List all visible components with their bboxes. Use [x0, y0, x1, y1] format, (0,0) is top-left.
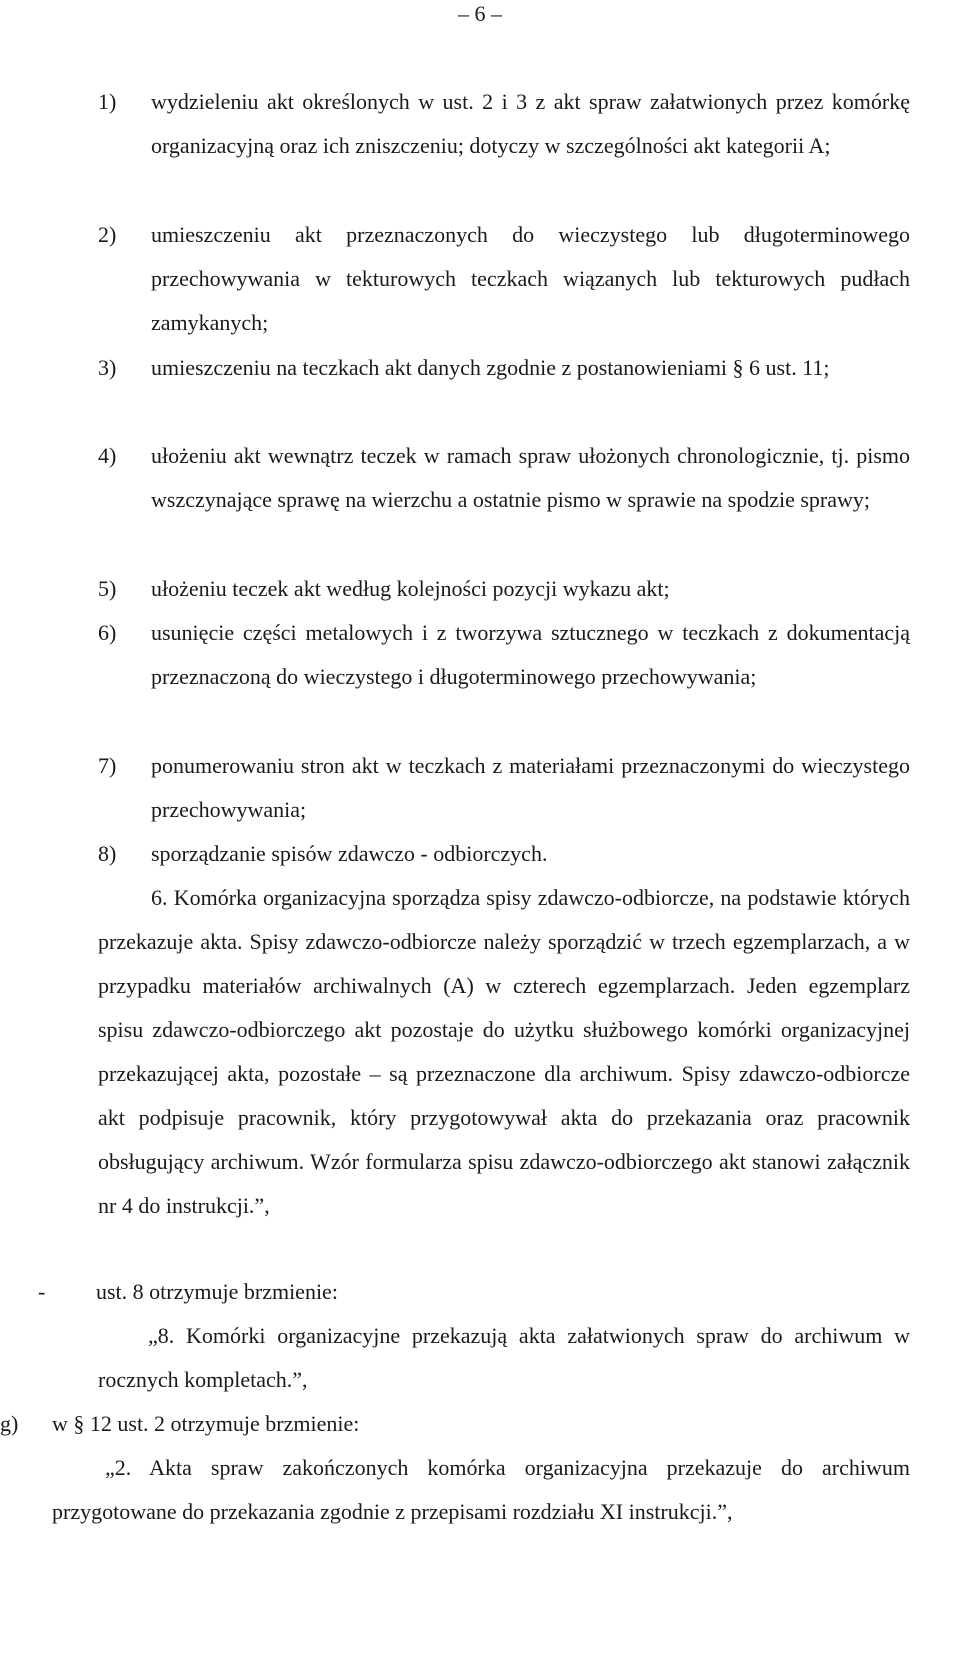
list-item-text: umieszczeniu na teczkach akt danych zgodnie z postanowieniami § 6 ust. 11;	[151, 355, 830, 380]
list-item-number: 7)	[98, 753, 117, 778]
list-item-8	[98, 832, 910, 876]
list-item-text: umieszczeniu akt przeznaczonych do wieczystego lub długoterminowego przechowywania w tekturowych teczkach wiązanych lub tekturowych pudłach zamykanych;	[151, 222, 910, 335]
list-item-text: ułożeniu akt wewnątrz teczek w ramach spraw ułożonych chronologicznie, tj. pismo wszczynające sprawę na wierzchu a ostatnie pismo w sprawie na spodzie sprawy;	[151, 443, 910, 512]
list-item-3	[98, 346, 910, 390]
amendment-text: ust. 8 otrzymuje brzmienie:	[96, 1279, 338, 1304]
list-item-4	[98, 434, 910, 522]
page-number: – 6 –	[458, 1, 502, 26]
list-item-6	[98, 611, 910, 699]
list-item-text: ułożeniu teczek akt według kolejności pozycji wykazu akt;	[151, 576, 670, 601]
quote-paragraph-8: „8. Komórki organizacyjne przekazują akta załatwionych spraw do archiwum w rocznych kompletach.”,	[98, 1323, 910, 1392]
list-item-number: 8)	[98, 841, 117, 866]
dash-marker: -	[38, 1279, 46, 1304]
amendment-text: w § 12 ust. 2 otrzymuje brzmienie:	[52, 1411, 360, 1436]
list-item-number: 6)	[98, 620, 117, 645]
amendment-label: g)	[0, 1411, 19, 1436]
list-item-number: 3)	[98, 355, 117, 380]
list-item-number: 2)	[98, 222, 117, 247]
list-item-text: wydzieleniu akt określonych w ust. 2 i 3 z akt spraw załatwionych przez komórkę organizacyjną oraz ich zniszczeniu; dotyczy w szczególności akt kategorii A;	[151, 89, 910, 158]
list-item-2	[98, 213, 910, 345]
list-item-number: 1)	[98, 89, 117, 114]
list-item-1	[98, 80, 910, 168]
list-item-text: ponumerowaniu stron akt w teczkach z materiałami przeznaczonymi do wieczystego przechowywania;	[151, 753, 910, 822]
list-item-text: usunięcie części metalowych i z tworzywa sztucznego w teczkach z dokumentacją przeznaczoną do wieczystego i długoterminowego przechowywania;	[151, 620, 910, 689]
list-item-number: 5)	[98, 576, 117, 601]
list-item-text: sporządzanie spisów zdawczo - odbiorczych.	[151, 841, 548, 866]
paragraph-6: 6. Komórka organizacyjna sporządza spisy zdawczo-odbiorcze, na podstawie których przekazuje akta. Spisy zdawczo-odbiorcze należy sporządzić w trzech egzemplarzach, a w przypadku materiałów archiwalnych (A) w czterech egzemplarzach. Jeden egzemplarz spisu zdawczo-odbiorczego akt pozostaje do użytku służbowego komórki organizacyjnej przekazującej akta, pozostałe – są przeznaczone dla archiwum. Spisy zdawczo-odbiorcze akt podpisuje pracownik, który przygotowywał akta do przekazania oraz pracownik obsługujący archiwum. Wzór formularza spisu zdawczo-odbiorczego akt stanowi załącznik nr 4 do instrukcji.”,	[98, 885, 910, 1218]
quote-paragraph-2: „2. Akta spraw zakończonych komórka organizacyjna przekazuje do archiwum przygotowane do przekazania zgodnie z przepisami rozdziału XI instrukcji.”,	[52, 1455, 910, 1524]
list-item-5	[98, 567, 910, 611]
list-item-7	[98, 744, 910, 832]
list-item-number: 4)	[98, 443, 117, 468]
